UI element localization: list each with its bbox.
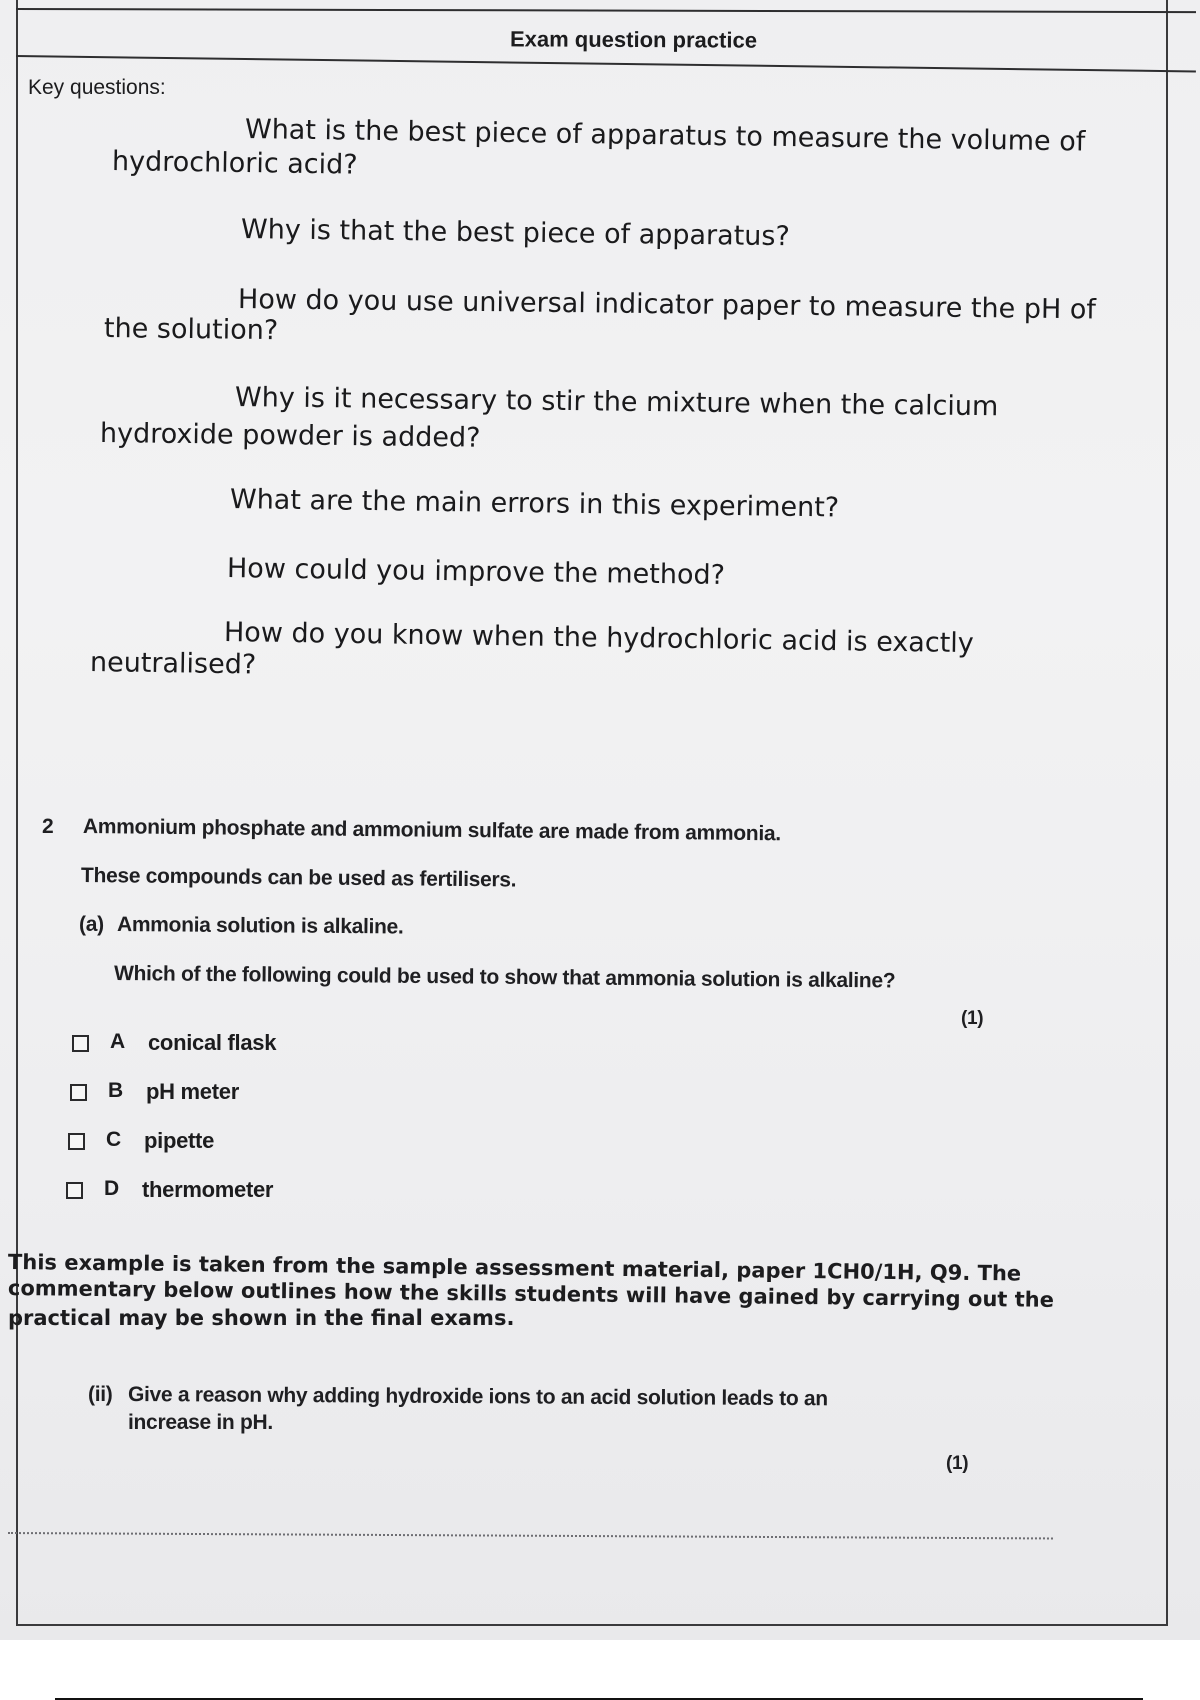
page-title: Exam question practice (509, 26, 758, 53)
part-ii-marks: (1) (946, 1453, 969, 1474)
option-b-text: pH meter (146, 1079, 239, 1104)
key-question-1-line-1: What is the best piece of apparatus to measure the volume of (244, 114, 1086, 158)
commentary-line-1: This example is taken from the sample assessment material, paper 1CH0/1H, Q9. The (7, 1250, 1022, 1286)
option-b-checkbox[interactable] (70, 1084, 87, 1101)
key-question-7-line-2: neutralised? (89, 647, 257, 681)
part-ii-label: (ii) (88, 1383, 113, 1406)
part-a-statement: Ammonia solution is alkaline. (116, 913, 404, 939)
key-question-4-line-1: Why is it necessary to stir the mixture when the calcium (234, 382, 999, 423)
option-d-checkbox[interactable] (66, 1182, 83, 1199)
option-d-text: thermometer (142, 1177, 274, 1202)
option-c-letter: C (106, 1128, 122, 1151)
option-a-checkbox[interactable] (72, 1035, 89, 1052)
key-question-1-line-2: hydrochloric acid? (111, 146, 358, 181)
key-question-5: What are the main errors in this experiment? (229, 484, 840, 524)
commentary-line-2: commentary below outlines how the skills students will have gained by carrying out the (7, 1276, 1055, 1312)
option-a-letter: A (110, 1030, 126, 1053)
option-c-text: pipette (144, 1128, 215, 1153)
key-question-3-line-2: the solution? (103, 313, 279, 347)
part-ii-line-2: increase in pH. (128, 1411, 273, 1434)
option-a-text: conical flask (148, 1030, 277, 1055)
part-a-label: (a) (79, 913, 104, 936)
question-2-intro: Ammonium phosphate and ammonium sulfate are made from ammonia. (82, 815, 781, 846)
key-question-4-line-2: hydroxide powder is added? (99, 418, 481, 454)
key-question-6: How could you improve the method? (226, 553, 726, 591)
part-a-prompt: Which of the following could be used to show that ammonia solution is alkaline? (113, 962, 896, 993)
key-question-2: Why is that the best piece of apparatus? (240, 214, 790, 253)
key-question-7-line-1: How do you know when the hydrochloric acid is exactly (223, 617, 974, 660)
option-b-letter: B (108, 1079, 124, 1102)
part-a-marks: (1) (961, 1008, 984, 1029)
commentary-line-3: practical may be shown in the final exams. (8, 1306, 515, 1330)
question-2-intro-2: These compounds can be used as fertilisers. (80, 864, 517, 892)
key-questions-label: Key questions: (28, 76, 166, 99)
question-number: 2 (42, 815, 54, 838)
option-d-letter: D (104, 1177, 120, 1200)
part-ii-line-1: Give a reason why adding hydroxide ions to an acid solution leads to an (127, 1383, 828, 1411)
key-question-3-line-1: How do you use universal indicator paper to measure the pH of (237, 284, 1097, 326)
option-c-checkbox[interactable] (68, 1133, 85, 1150)
